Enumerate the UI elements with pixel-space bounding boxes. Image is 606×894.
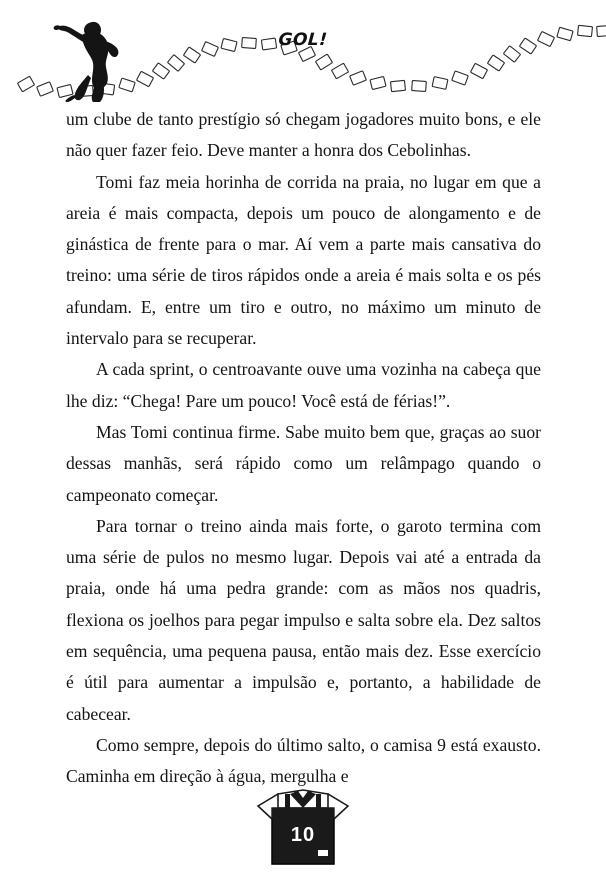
body-text-column xyxy=(66,104,541,793)
page-number: 10 xyxy=(290,824,316,846)
paragraph: Mas Tomi continua firme. Sabe muito bem que, graças ao suor dessas manhãs, será rápido como um relâmpago quando o campeonato começar. xyxy=(66,421,541,505)
paragraph: um clube de tanto prestígio só chegam jogadores muito bons, e ele não quer fazer feio. Deve manter a honra dos Cebolinhas. xyxy=(66,109,541,161)
page-footer xyxy=(0,790,606,880)
paragraph: Como sempre, depois do último salto, o camisa 9 está exausto. Caminha em direção à água, mergulha e xyxy=(66,734,541,787)
paragraph: Para tornar o treino ainda mais forte, o garoto termina com uma série de pulos no mesmo lugar. Depois vai até a entrada da praia, onde há uma pedra grande: com as mãos nos quadris, flexiona os joelhos para pegar impulso e salta sobre ela. Dez saltos em sequência, uma pequena pausa, então mais dez. Esse exercício é útil para aumentar a impulsão e, portanto, a habilidade de cabecear. xyxy=(66,515,541,724)
header-decoration xyxy=(0,0,606,102)
page-header xyxy=(0,0,606,102)
page-number-jersey xyxy=(248,786,358,872)
soccer-jersey-icon xyxy=(248,786,358,872)
paragraph: A cada sprint, o centroavante ouve uma vozinha na cabeça que lhe diz: “Chega! Pare um pouco! Você está de férias!”. xyxy=(66,359,541,411)
chapter-title: GOL! xyxy=(277,30,329,50)
paragraph: Tomi faz meia horinha de corrida na praia, no lugar em que a areia é mais compacta, depois um pouco de alongamento e de ginástica de frente para o mar. Aí vem a parte mais cansativa do treino: uma série de tiros rápidos onde a areia é mais solta e os pés afundam. E, entre um tiro e outro, no máximo um minuto de intervalo para se recuperar. xyxy=(66,171,541,349)
